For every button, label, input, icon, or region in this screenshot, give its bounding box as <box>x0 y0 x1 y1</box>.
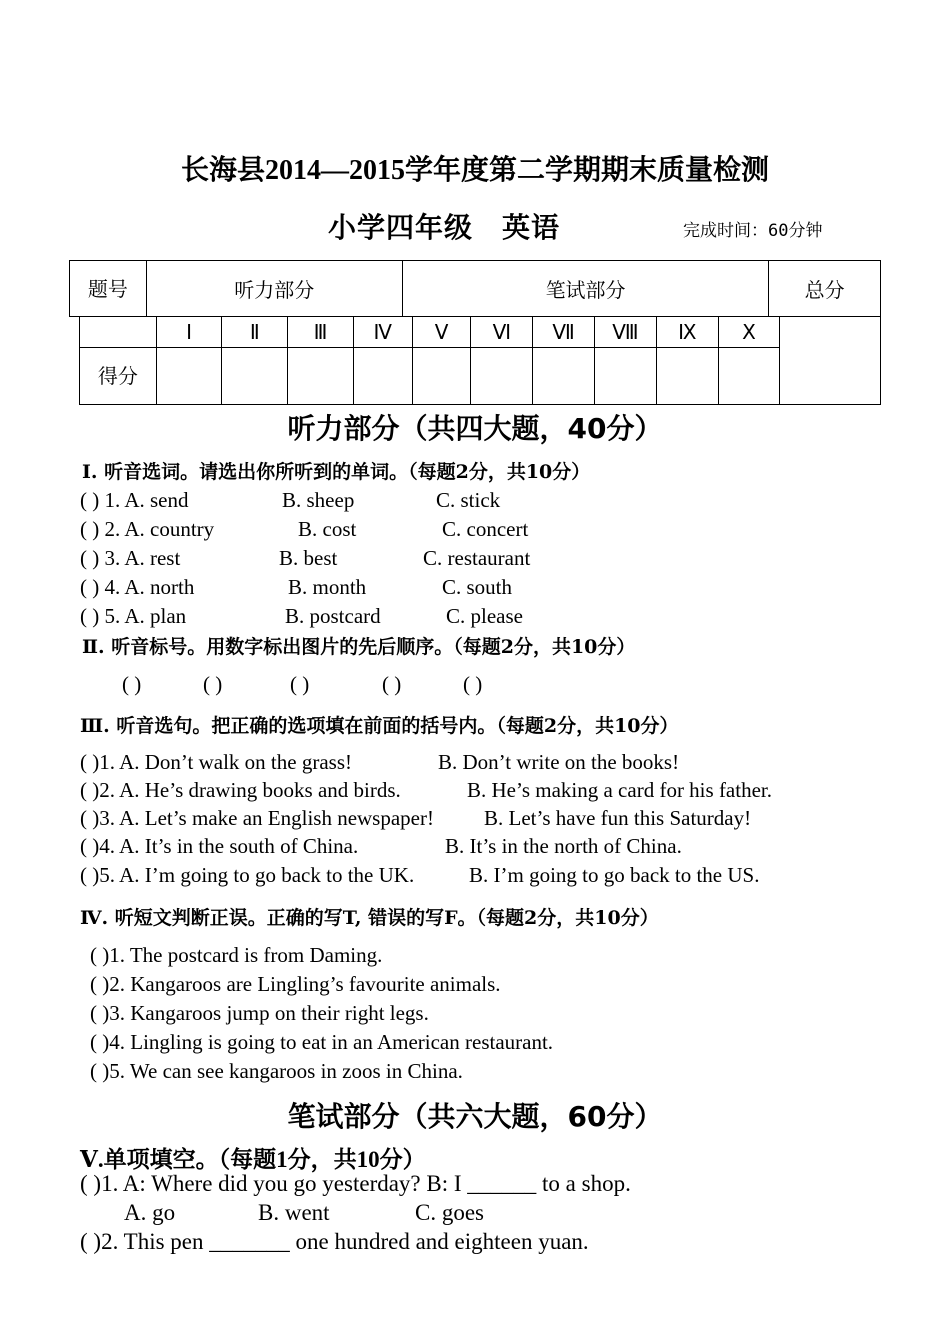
numeral-9: Ⅸ <box>656 317 718 348</box>
total-cell: 总分 <box>769 261 881 317</box>
part1-q1-b: B. sheep <box>282 488 355 512</box>
part1-heading: Ⅰ. 听音选词。请选出你所听到的单词。（每题2分，共10分） <box>82 461 591 483</box>
part5-q1-option-b: B. went <box>258 1200 330 1225</box>
total-score-box[interactable] <box>780 317 881 405</box>
part5-q1-option-a: A. go <box>124 1200 176 1225</box>
part2-blank-4[interactable]: ( ) <box>382 672 402 696</box>
part3-q3-b: B. Let’s have fun this Saturday! <box>484 806 752 830</box>
score-box-8[interactable] <box>595 348 657 405</box>
blank-corner <box>80 317 157 348</box>
score-box-1[interactable] <box>156 348 222 405</box>
part1-q5-b: B. postcard <box>285 604 381 628</box>
part2-heading: Ⅱ. 听音标号。用数字标出图片的先后顺序。（每题2分，共10分） <box>82 636 636 658</box>
part1-q3-b: B. best <box>279 546 338 570</box>
part2-blank-5[interactable]: ( ) <box>463 672 483 696</box>
part2-blank-1[interactable]: ( ) <box>122 672 142 696</box>
numeral-4: Ⅳ <box>353 317 412 348</box>
part1-q4-c: C. south <box>442 575 513 599</box>
part2-blank-3[interactable]: ( ) <box>290 672 310 696</box>
score-box-6[interactable] <box>471 348 533 405</box>
score-box-9[interactable] <box>656 348 718 405</box>
writing-section-heading: 笔试部分（共六大题，60分） <box>287 1100 663 1133</box>
part1-q2-a: ( ) 2. A. country <box>80 517 215 541</box>
numeral-8: Ⅷ <box>595 317 657 348</box>
score-box-7[interactable] <box>533 348 595 405</box>
part1-q3-a: ( ) 3. A. rest <box>80 546 181 570</box>
part3-q4-a: ( )4. A. It’s in the south of China. <box>80 834 359 858</box>
numeral-7: Ⅶ <box>533 317 595 348</box>
part1-q1-c: C. stick <box>436 488 501 512</box>
part4-heading: Ⅳ. 听短文判断正误。正确的写T, 错误的写F。（每题2分，共10分） <box>80 907 659 929</box>
part1-q4-b: B. month <box>288 575 367 599</box>
numeral-3: Ⅲ <box>288 317 354 348</box>
part4-q2: ( )2. Kangaroos are Lingling’s favourite animals. <box>90 972 501 996</box>
part4-q5: ( )5. We can see kangaroos in zoos in China. <box>90 1059 463 1083</box>
score-box-2[interactable] <box>222 348 288 405</box>
score-table-header <box>69 260 881 317</box>
part3-heading: Ⅲ. 听音选句。把正确的选项填在前面的括号内。（每题2分，共10分） <box>80 715 679 737</box>
numeral-2: Ⅱ <box>222 317 288 348</box>
part3-q1-b: B. Don’t write on the books! <box>438 750 680 774</box>
part3-q3-a: ( )3. A. Let’s make an English newspaper! <box>80 806 434 830</box>
part5-q2: ( )2. This pen _______ one hundred and eighteen yuan. <box>80 1229 589 1254</box>
part1-q1-a: ( ) 1. A. send <box>80 488 189 512</box>
part5-heading: Ⅴ.单项填空。（每题1分，共10分） <box>80 1147 426 1172</box>
part1-q4-a: ( ) 4. A. north <box>80 575 195 599</box>
defen-cell: 得分 <box>80 348 157 405</box>
part3-q5-a: ( )5. A. I’m going to go back to the UK. <box>80 863 415 887</box>
part3-q1-a: ( )1. A. Don’t walk on the grass! <box>80 750 352 774</box>
part1-q2-b: B. cost <box>298 517 357 541</box>
part1-q5-c: C. please <box>446 604 523 628</box>
numeral-1: Ⅰ <box>156 317 222 348</box>
score-box-4[interactable] <box>353 348 412 405</box>
part1-q3-c: C. restaurant <box>423 546 531 570</box>
listening-section-heading: 听力部分（共四大题，40分） <box>287 412 663 445</box>
writing-cell: 笔试部分 <box>402 261 769 317</box>
part3-q2-b: B. He’s making a card for his father. <box>467 778 772 802</box>
score-table-body <box>79 316 881 405</box>
time-limit: 完成时间：60分钟 <box>683 221 823 241</box>
numeral-5: Ⅴ <box>412 317 471 348</box>
part2-blank-2[interactable]: ( ) <box>203 672 223 696</box>
exam-title: 长海县2014—2015学年度第二学期期末质量检测 <box>180 155 769 186</box>
part1-q2-c: C. concert <box>442 517 529 541</box>
exam-subtitle: 小学四年级 英语 <box>328 213 561 244</box>
part4-q3: ( )3. Kangaroos jump on their right legs. <box>90 1001 429 1025</box>
part3-q2-a: ( )2. A. He’s drawing books and birds. <box>80 778 401 802</box>
part5-q1-option-c: C. goes <box>415 1200 484 1225</box>
part4-q4: ( )4. Lingling is going to eat in an American restaurant. <box>90 1030 554 1054</box>
numeral-10: Ⅹ <box>718 317 780 348</box>
part3-q4-b: B. It’s in the north of China. <box>445 834 682 858</box>
score-box-3[interactable] <box>288 348 354 405</box>
listening-cell: 听力部分 <box>146 261 402 317</box>
part4-q1: ( )1. The postcard is from Daming. <box>90 943 383 967</box>
score-box-5[interactable] <box>412 348 471 405</box>
part5-q1: ( )1. A: Where did you go yesterday? B: I ______ to a shop. <box>80 1171 631 1196</box>
tihao-cell: 题号 <box>70 261 147 317</box>
part3-q5-b: B. I’m going to go back to the US. <box>469 863 760 887</box>
numeral-6: Ⅵ <box>471 317 533 348</box>
part1-q5-a: ( ) 5. A. plan <box>80 604 187 628</box>
score-box-10[interactable] <box>718 348 780 405</box>
